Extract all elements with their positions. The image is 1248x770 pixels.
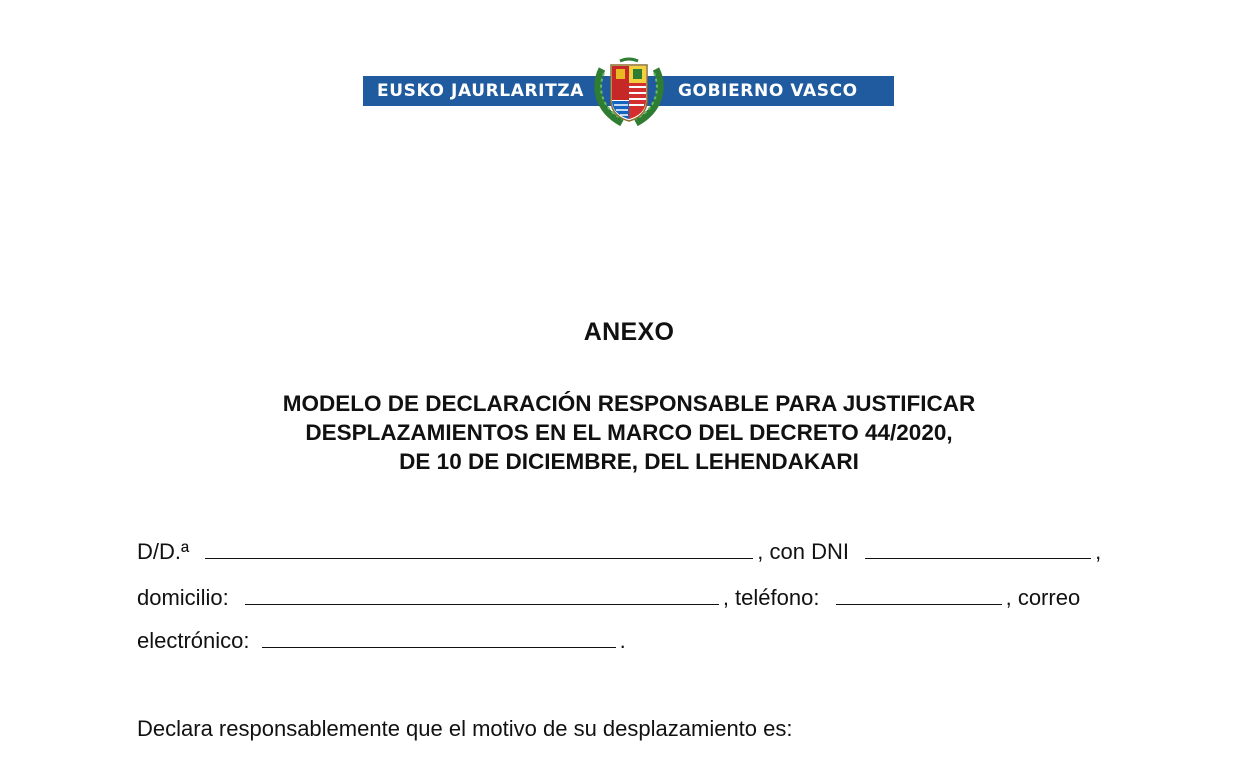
dni-blank-field[interactable] bbox=[865, 538, 1091, 559]
dd-label: D/D.ª bbox=[137, 539, 190, 564]
telefono-label: , teléfono: bbox=[722, 585, 820, 610]
line1-comma: , bbox=[1095, 539, 1102, 564]
declaration-text: Declara responsablemente que el motivo de su desplazamiento es: bbox=[137, 716, 793, 741]
domicilio-label: domicilio: bbox=[137, 585, 229, 610]
name-dni-line bbox=[137, 538, 1101, 566]
correo-label: , correo bbox=[1005, 585, 1081, 610]
electronico-label: electrónico: bbox=[137, 628, 250, 653]
name-blank-field[interactable] bbox=[205, 538, 753, 559]
logo-right-text: GOBIERNO VASCO bbox=[678, 81, 858, 101]
dni-label: , con DNI bbox=[757, 539, 849, 564]
email-blank-field[interactable] bbox=[262, 627, 616, 648]
line3-period: . bbox=[619, 628, 626, 653]
model-title-line: MODELO DE DECLARACIÓN RESPONSABLE PARA JUSTIFICAR bbox=[282, 391, 976, 416]
model-title-line: DESPLAZAMIENTOS EN EL MARCO DEL DECRETO 44/2020, bbox=[305, 420, 953, 445]
model-title-line: DE 10 DE DICIEMBRE, DEL LEHENDAKARI bbox=[399, 449, 859, 474]
logo-left-text: EUSKO JAURLARITZA bbox=[377, 81, 584, 101]
basque-government-seal-icon bbox=[592, 57, 666, 127]
email-line bbox=[137, 627, 626, 655]
phone-blank-field[interactable] bbox=[836, 584, 1002, 605]
address-phone-line bbox=[137, 584, 1080, 612]
address-blank-field[interactable] bbox=[245, 584, 719, 605]
annex-title: ANEXO bbox=[583, 318, 675, 346]
model-title bbox=[0, 389, 1248, 476]
